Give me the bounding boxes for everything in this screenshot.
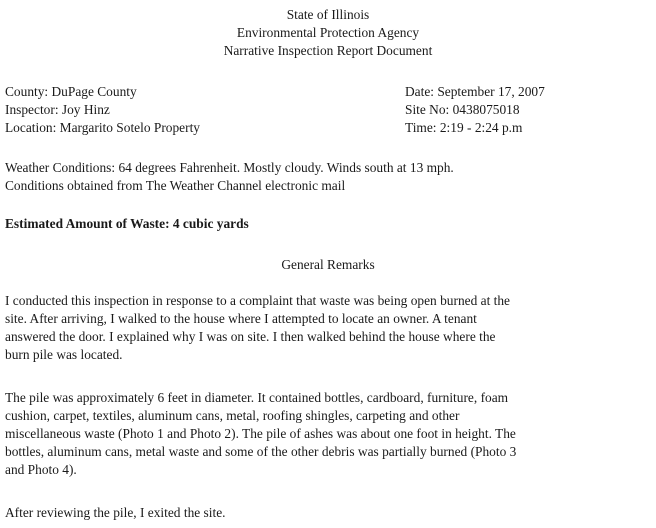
header-document-type: Narrative Inspection Report Document — [223, 43, 433, 58]
meta-right-column — [405, 83, 545, 137]
paragraph-line: answered the door. I explained why I was on site. I then walked behind the house where the — [5, 329, 496, 344]
header-agency: Environmental Protection Agency — [236, 25, 420, 40]
meta-left-column — [5, 83, 200, 137]
weather-section — [5, 159, 645, 195]
county-field: County: DuPage County — [5, 84, 137, 99]
paragraph-line: After reviewing the pile, I exited the site. — [5, 505, 226, 520]
paragraph-pile-description — [5, 389, 653, 479]
waste-estimate: Estimated Amount of Waste: 4 cubic yards — [5, 216, 249, 231]
paragraph-line: I conducted this inspection in response to a complaint that waste was being open burned at the — [5, 293, 510, 308]
header-state: State of Illinois — [286, 7, 370, 22]
paragraph-line: The pile was approximately 6 feet in diameter. It contained bottles, cardboard, furniture, foam — [5, 390, 509, 405]
paragraph-line: cushion, carpet, textiles, aluminum cans, metal, roofing shingles, carpeting and other — [5, 408, 460, 423]
paragraph-line: miscellaneous waste (Photo 1 and Photo 2). The pile of ashes was about one foot in height. The — [5, 426, 516, 441]
paragraph-line: bottles, aluminum cans, metal waste and some of the other debris was partially burned (Photo 3 — [5, 444, 517, 459]
location-field: Location: Margarito Sotelo Property — [5, 120, 200, 135]
paragraph-exit — [5, 504, 653, 522]
paragraph-line: and Photo 4). — [5, 462, 77, 477]
paragraph-line: site. After arriving, I walked to the house where I attempted to locate an owner. A tenant — [5, 311, 477, 326]
date-field: Date: September 17, 2007 — [405, 84, 545, 99]
inspector-field: Inspector: Joy Hinz — [5, 102, 110, 117]
site-number-field: Site No: 0438075018 — [405, 102, 520, 117]
report-header — [0, 6, 656, 60]
weather-conditions: Weather Conditions: 64 degrees Fahrenheit. Mostly cloudy. Winds south at 13 mph. — [5, 160, 454, 175]
time-field: Time: 2:19 - 2:24 p.m — [405, 120, 523, 135]
weather-source: Conditions obtained from The Weather Channel electronic mail — [5, 178, 346, 193]
paragraph-line: burn pile was located. — [5, 347, 123, 362]
paragraph-arrival — [5, 292, 653, 364]
remarks-heading: General Remarks — [281, 257, 375, 272]
